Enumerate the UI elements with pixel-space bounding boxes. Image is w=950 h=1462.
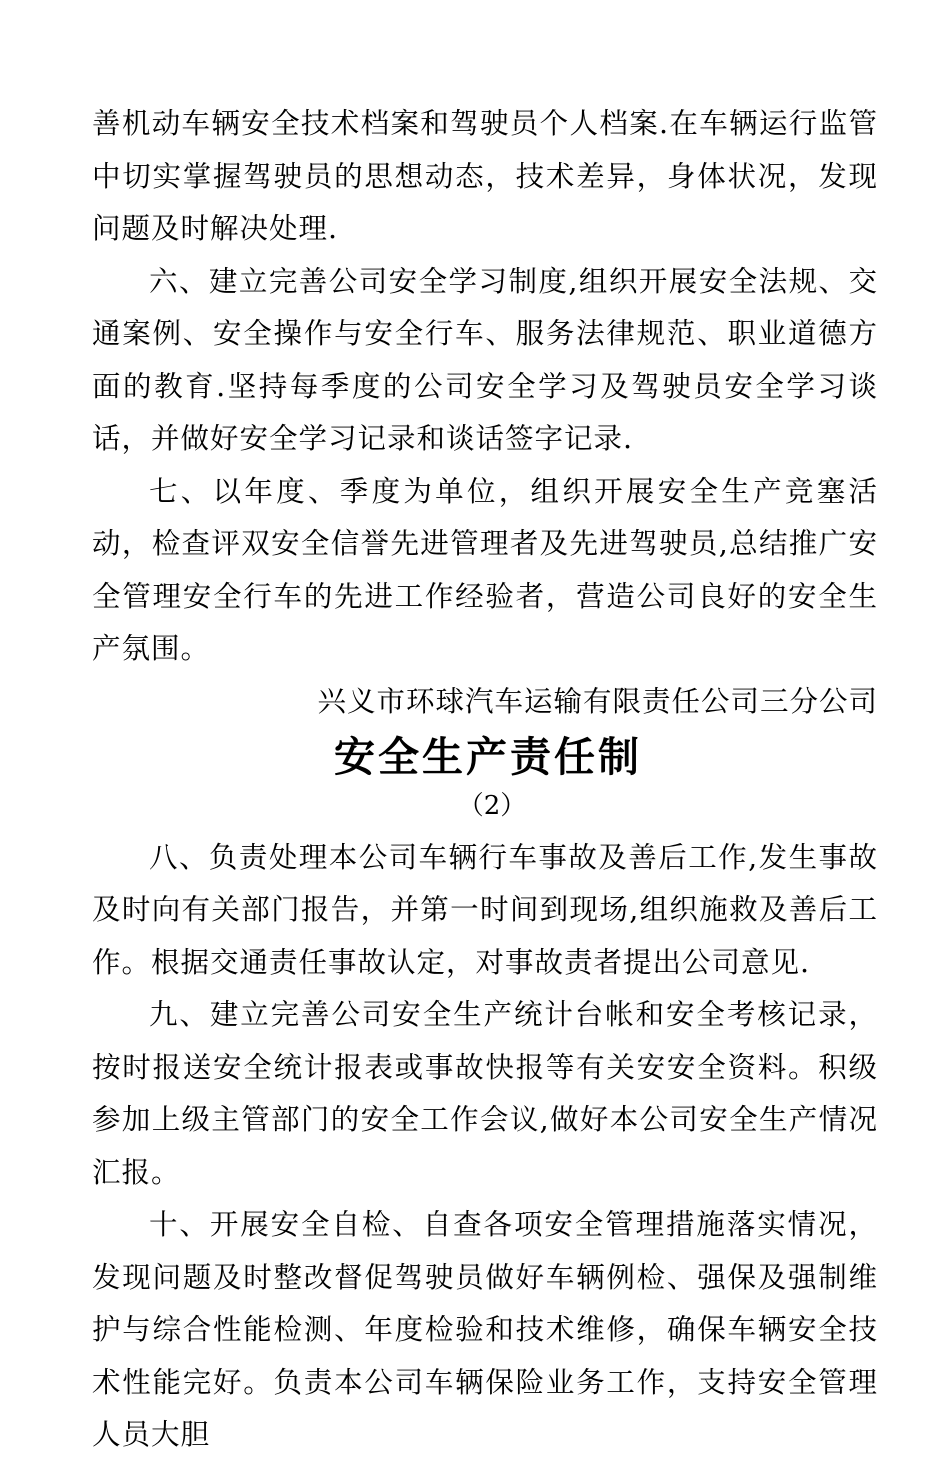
document-page bbox=[92, 98, 878, 1462]
paragraph-item-10: 十、开展安全自检、自查各项安全管理措施落实情况，发现问题及时整改督促驾驶员做好车辆例检、强保及强制维护与综合性能检测、年度检验和技术维修，确保车辆安全技术性能完好。负责本公司车辆保险业务工作，支持安全管理人员大胆 bbox=[92, 1208, 878, 1451]
paragraph-continuation: 善机动车辆安全技术档案和驾驶员个人档案.在车辆运行监管中切实掌握驾驶员的思想动态，技术差异，身体状况，发现问题及时解决处理. bbox=[92, 107, 878, 245]
page-title: 安全生产责任制 bbox=[334, 732, 642, 781]
paragraph-item-9: 九、建立完善公司安全生产统计台帐和安全考核记录，按时报送安全统计报表或事故快报等有关安安全资料。积级参加上级主管部门的安全工作会议,做好本公司安全生产情况汇报。 bbox=[92, 998, 878, 1189]
company-signature: 兴义市环球汽车运输有限责任公司三分公司 bbox=[317, 684, 878, 718]
section-number: （2） bbox=[457, 790, 527, 821]
paragraph-item-7: 七、以年度、季度为单位，组织开展安全生产竞塞活动，检查评双安全信誉先进管理者及先进驾驶员,总结推广安全管理安全行车的先进工作经验者，营造公司良好的安全生产氛围。 bbox=[92, 474, 878, 665]
paragraph-item-6: 六、建立完善公司安全学习制度,组织开展安全法规、交通案例、安全操作与安全行车、服务法律规范、职业道德方面的教育.坚持每季度的公司安全学习及驾驶员安全学习谈话，并做好安全学习记录和谈话签字记录. bbox=[92, 264, 878, 455]
paragraph-item-8: 八、负责处理本公司车辆行车事故及善后工作,发生事故及时向有关部门报告，并第一时间到现场,组织施救及善后工作。根据交通责任事故认定，对事故责者提出公司意见. bbox=[92, 840, 878, 979]
